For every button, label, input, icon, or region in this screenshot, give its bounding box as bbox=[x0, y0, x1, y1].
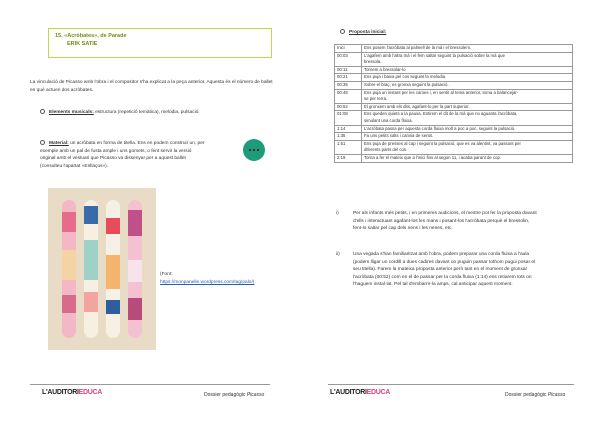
bullet-icon bbox=[340, 29, 345, 34]
material-line-1: un acròbata en forma de titella. Ens en podem construir un, per bbox=[70, 141, 205, 146]
table-row bbox=[335, 89, 573, 103]
table-row bbox=[335, 74, 573, 82]
elements-bullet bbox=[40, 109, 280, 117]
row-time: Inici bbox=[335, 45, 362, 53]
footer-doc-title: Dossier pedagògic Picasso bbox=[505, 392, 566, 398]
section-title-box bbox=[48, 28, 272, 58]
credit-link[interactable]: https://monpanelle.wordpress.com/tag/palo/) bbox=[160, 280, 255, 285]
note-ii: ii) Una vegada s'han familiaritzat amb l'obra, podem preparar una corda fluixa a l'aula (podem lligar un cordill a dues cadires davant on puguin passar tothom pugui posar el seu titella). Farem la mateixa proposta anterior però tant en el moment de gronxar l'acròbata (00:52) com en el de passar per la corda fluixa (1:14) ens retiarem tots on l'haguem instal·lat. Pel tal d'embarrir-la amps, cal anticipar aquest moment. bbox=[336, 252, 536, 288]
note-ii-marker: ii) bbox=[336, 252, 340, 257]
row-time: 00:21 bbox=[335, 74, 362, 82]
row-action bbox=[362, 66, 573, 74]
row-action-line: Tornem a bressolar-lo bbox=[364, 66, 406, 72]
acrobat-face-icon bbox=[243, 139, 265, 161]
row-action bbox=[362, 154, 573, 162]
material-line-2: exemple amb un pal de fusta ample i uns gomets, o fent servir la versió bbox=[40, 148, 192, 154]
footer-doc-title: Dossier pedagògic Picasso bbox=[204, 392, 265, 398]
table-row bbox=[335, 66, 573, 74]
bullet-icon bbox=[40, 109, 45, 114]
section-composer: ERIK SATIE bbox=[67, 41, 98, 47]
row-time: 1:51 bbox=[335, 140, 362, 154]
proposal-table bbox=[334, 44, 573, 163]
stick-3 bbox=[106, 200, 120, 338]
row-action-line: Ens queden quiets a la pausa. Estirem el dit de la mà que no aguanta l'acròbata, bbox=[364, 111, 518, 117]
row-action-line: L'agafem amb l'altra mà i el fem saltar seguint la pulsació sobre la mà que bbox=[364, 52, 505, 58]
row-action bbox=[362, 52, 573, 66]
row-action-line: Fa uns petits salts i canvia de sentit. bbox=[364, 133, 434, 139]
material-label: Material: bbox=[49, 141, 69, 146]
elements-label: Elements musicals: bbox=[49, 110, 94, 115]
row-action-line: simulant una corda fluixa. bbox=[364, 117, 413, 123]
material-bullet bbox=[40, 140, 240, 170]
image-credit bbox=[160, 271, 254, 287]
table-row bbox=[335, 133, 573, 141]
row-action bbox=[362, 45, 573, 53]
row-action-line: Torna a fer el mateix que a l'inici fins al segon 11, i acaba parant de cop. bbox=[364, 154, 502, 160]
note-i: i) Per als infants més petits, i en primeres audicions, el mestre pot fer la proposta davant d'ells i interactuant agafant-los les mans i posant-los l'acròbata perquè el bressolin, fent-lo saltar pel cap dels nens i les nenes, etc. bbox=[336, 211, 537, 232]
row-time: 00:48 bbox=[335, 89, 362, 103]
proposal-heading: Proposta inicial: bbox=[340, 29, 386, 37]
footer-divider bbox=[30, 384, 270, 385]
footer-divider bbox=[328, 384, 574, 385]
table-row bbox=[335, 140, 573, 154]
row-action-line: diferents parts del cos. bbox=[364, 147, 408, 153]
row-action-line: Sobre el braç, es gronxa seguint la pulsació. bbox=[364, 81, 449, 87]
elements-text: estructura (repetició temàtica), melodia, pulsació. bbox=[95, 110, 200, 115]
table-row bbox=[335, 45, 573, 53]
stick-2 bbox=[84, 200, 98, 338]
table-row bbox=[335, 81, 573, 89]
material-line-4: (consulteu l'apartat «Enllaços»). bbox=[40, 163, 109, 169]
row-time: 00:52 bbox=[335, 103, 362, 111]
row-action bbox=[362, 111, 573, 125]
row-action bbox=[362, 125, 573, 133]
section-title: 15. «Acròbates», de Parade bbox=[55, 33, 127, 39]
row-action bbox=[362, 140, 573, 154]
row-action-line: bressola. bbox=[364, 59, 382, 65]
row-action-line: se per terra. bbox=[364, 96, 388, 102]
row-time: 2:19 bbox=[335, 154, 362, 162]
row-time: 1:35 bbox=[335, 133, 362, 141]
note-i-marker: i) bbox=[336, 211, 339, 216]
row-action-line: Ens puja un instant per les cames i, en sentit al tema anterior, torna a balancejar- bbox=[364, 89, 519, 95]
row-action-line: Ens posem l'acròbata al palmell de la mà i el bressolem. bbox=[364, 45, 472, 50]
row-time: 1:14 bbox=[335, 125, 362, 133]
stick-1 bbox=[62, 200, 76, 338]
row-action-line: Ens puja de presses al cap i seguint la pulsació, que es va alentint, va passant per bbox=[364, 140, 521, 146]
row-action bbox=[362, 133, 573, 141]
intro-paragraph: La vinculació de Picasso amb l'obra i el compositor s'ha explicat a la peça anterior. Aquesta és el número de ballet en què actuen dos acròbates. bbox=[30, 80, 273, 93]
row-action bbox=[362, 74, 573, 82]
material-line-3: original amb el vestuari que Picasso va dissenyar per a aquest ballet bbox=[40, 156, 186, 162]
acrobat-sticks-photo bbox=[48, 188, 156, 350]
credit-label: (Font: bbox=[160, 272, 173, 277]
row-time: 01:08 bbox=[335, 111, 362, 125]
table-row bbox=[335, 125, 573, 133]
row-action-line: Ens puja i baixa pel cos seguint la melodia. bbox=[364, 74, 447, 80]
row-action bbox=[362, 103, 573, 111]
table-row bbox=[335, 103, 573, 111]
row-action bbox=[362, 81, 573, 89]
row-time: 00:35 bbox=[335, 81, 362, 89]
row-action-line: L'acròbata passa per aquesta corda fluixa molt a poc a poc, seguint la pulsació. bbox=[364, 125, 516, 131]
auditori-educa-logo: L'AUDITORIEDUCA bbox=[330, 389, 391, 396]
table-row bbox=[335, 111, 573, 125]
row-time: 00:03 bbox=[335, 52, 362, 66]
stick-4 bbox=[128, 200, 142, 338]
auditori-educa-logo: L'AUDITORIEDUCA bbox=[42, 389, 103, 396]
table-row bbox=[335, 154, 573, 162]
row-time: 00:11 bbox=[335, 66, 362, 74]
bullet-icon bbox=[40, 140, 45, 145]
row-action-line: El gronxem amb els dits, agafant-lo per la part superior. bbox=[364, 103, 470, 109]
row-action bbox=[362, 89, 573, 103]
table-row bbox=[335, 52, 573, 66]
